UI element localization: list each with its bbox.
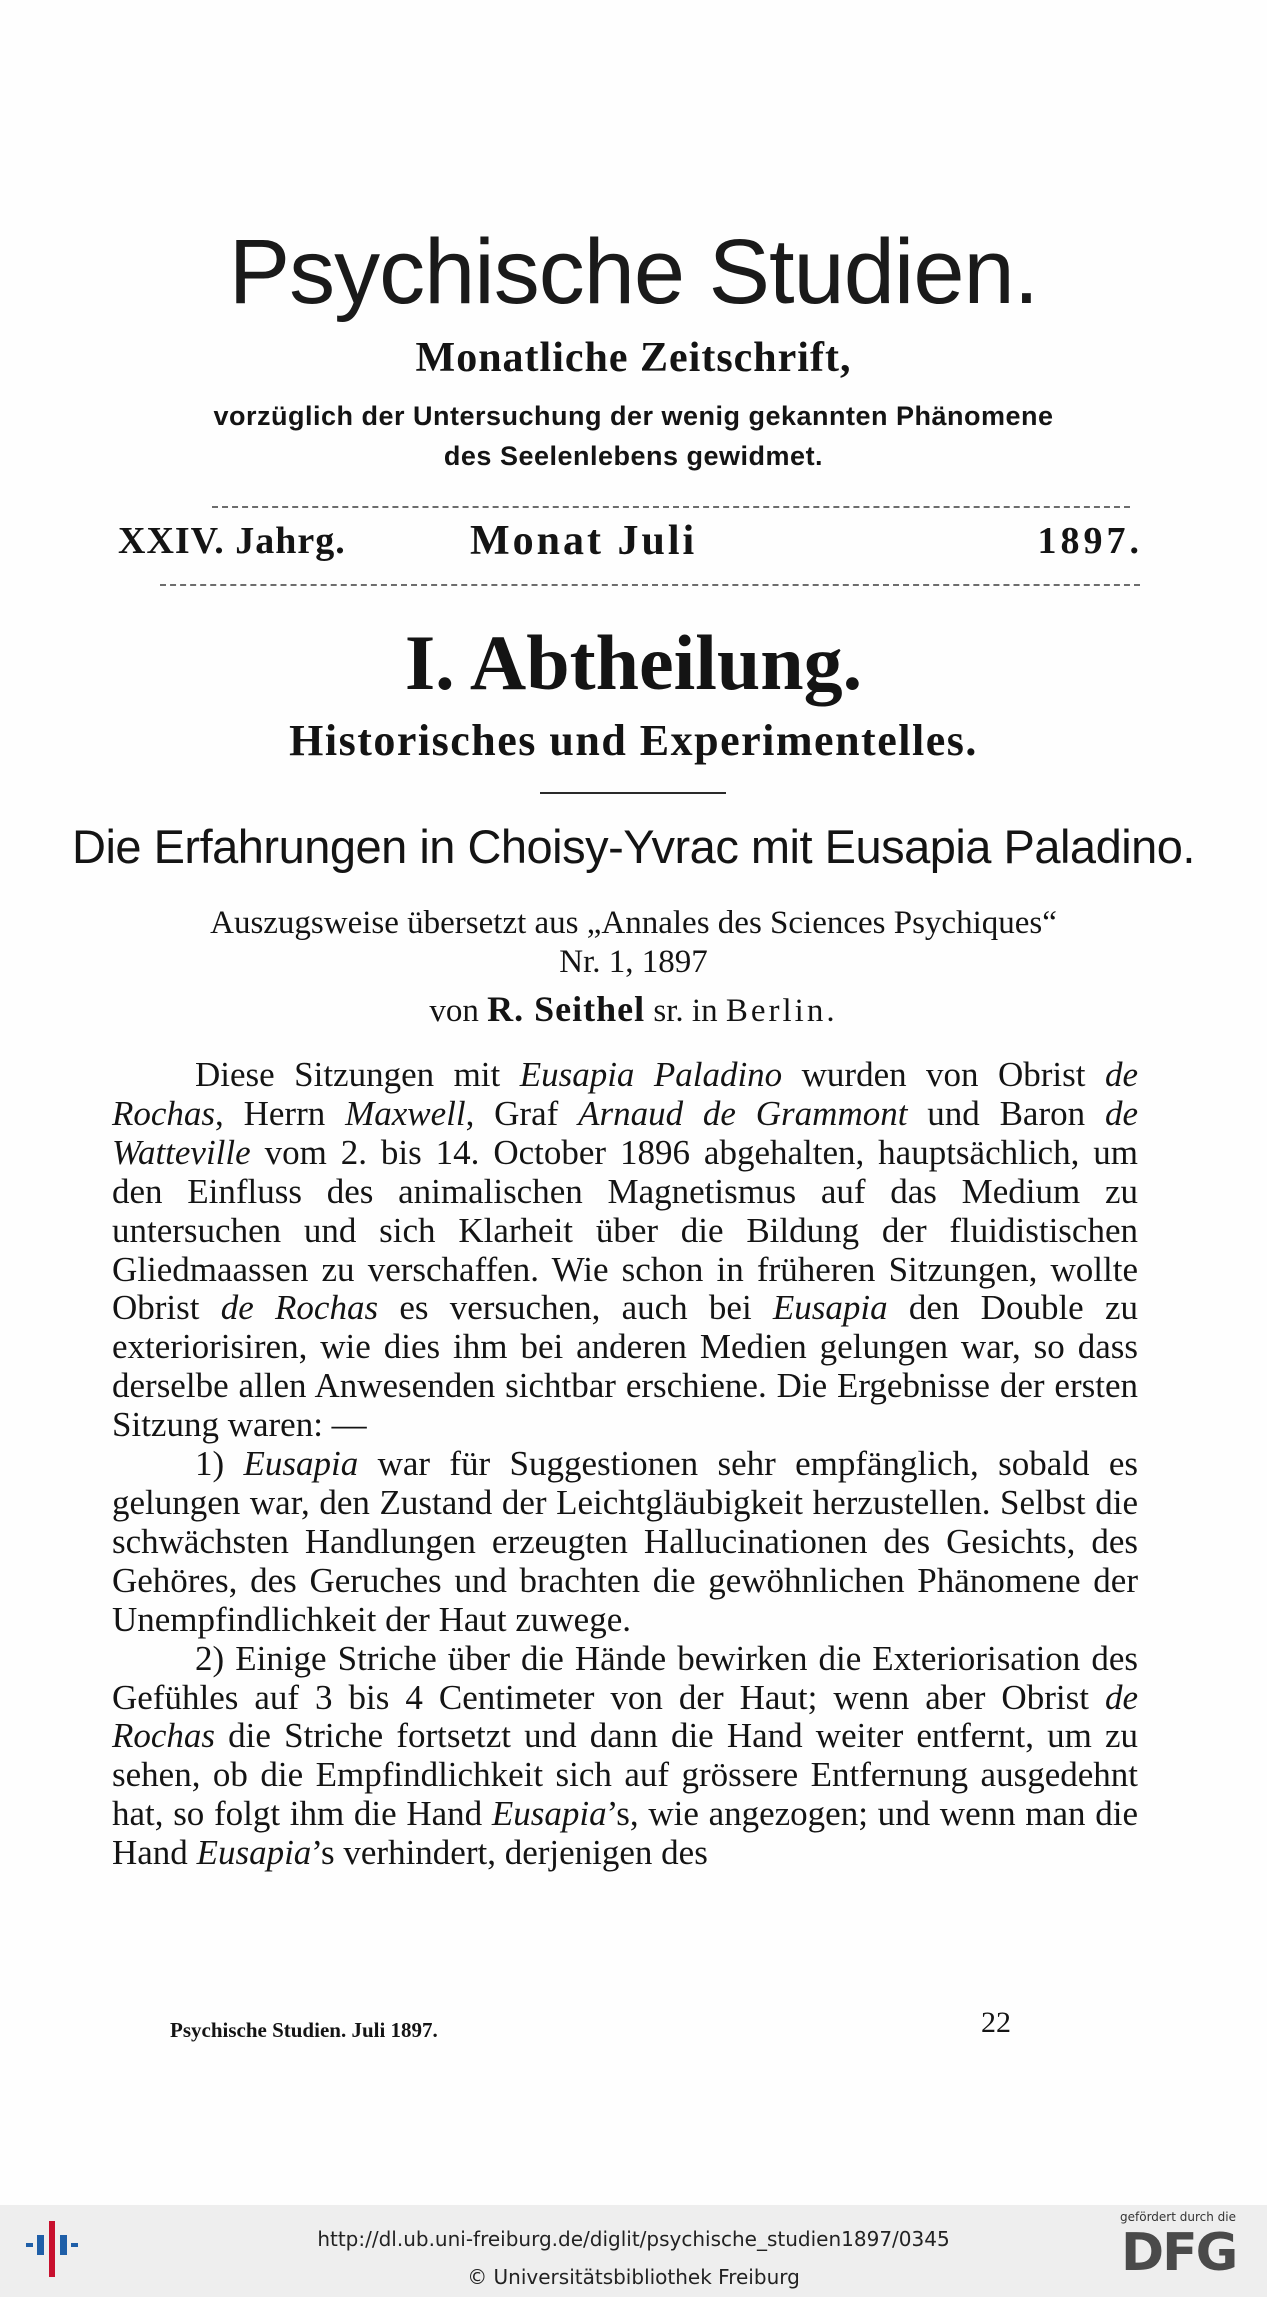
paragraph-1 <box>112 1056 1138 1445</box>
text-run: den Double zu exteriorisiren, wie dies ihm bei anderen Medien gelungen war, so dass derselbe allen Anwesenden sichtbar erschiene. Die Ergebnisse der ersten Sitzung waren: — <box>112 1288 1138 1445</box>
issue-month: Monat Juli <box>470 518 698 564</box>
paragraph-2 <box>112 1445 1138 1640</box>
text-run: ’s, wie angezogen; und wenn man die Hand <box>112 1794 1138 1873</box>
emphasized-name: Eusapia <box>491 1794 607 1834</box>
byline-suffix: sr. in <box>653 993 718 1029</box>
emphasized-name: de Watteville <box>112 1093 1138 1172</box>
emphasized-name: Eusapia <box>196 1833 312 1873</box>
issue-year: 1897. <box>1037 520 1143 562</box>
issue-volume: XXIV. Jahrg. <box>118 520 346 562</box>
emphasized-name: Eusapia Paladino <box>519 1055 783 1094</box>
page-url-link[interactable]: http://dl.ub.uni-freiburg.de/diglit/psychische_studien1897/0345 <box>317 2227 950 2251</box>
text-run: die Striche fortsetzt und dann die Hand weiter entfernt, um zu sehen, ob die Empfindlichkeit sich auf grössere Entfernung ausgedehnt hat, so folgt ihm die Hand <box>112 1716 1138 1834</box>
text-run: es versuchen, auch bei <box>378 1288 773 1328</box>
text-run: vom 2. bis 14. October 1896 abgehalten, hauptsächlich, um den Einfluss des animalischen Magnetismus auf das Medium zu untersuchen und sich Klarheit über die Bildung der fluidistischen Gliedmaassen zu verschaffen. Wie schon in früheren Sitzungen, wollte Obrist <box>112 1132 1138 1328</box>
text-run: , Graf <box>465 1093 579 1133</box>
section-subtitle: Historisches und Experimentelles. <box>289 716 978 765</box>
copyright-notice: © Universitätsbibliothek Freiburg <box>467 2265 800 2289</box>
emphasized-name: de Rochas <box>220 1288 379 1328</box>
paragraph-3 <box>112 1640 1138 1873</box>
section-title: I. Abtheilung. <box>404 619 863 706</box>
byline-prefix: von <box>429 993 479 1029</box>
article-title: Die Erfahrungen in Choisy-Yvrac mit Eusapia Paladino. <box>72 820 1195 873</box>
header-bottom-rule <box>160 584 1140 586</box>
header-top-rule <box>212 506 1130 508</box>
text-run: 1) <box>195 1444 244 1484</box>
text-run: und Baron <box>907 1093 1105 1133</box>
journal-title: Psychische Studien. <box>228 221 1039 323</box>
article-source: Auszugsweise übersetzt aus „Annales des Sciences Psychiques“ Nr. 1, 1897 <box>210 905 1057 980</box>
text-run: ’s verhindert, derjenigen des <box>311 1833 708 1873</box>
page-number: 22 <box>981 2006 1011 2039</box>
journal-description-line-2: des Seelenlebens gewidmet. <box>443 441 824 471</box>
article-body <box>112 1056 1138 1873</box>
dfg-logo: DFG <box>1121 2223 1237 2283</box>
running-footer: Psychische Studien. Juli 1897. <box>170 2018 438 2042</box>
article-byline <box>0 988 1267 1032</box>
text-run: Diese Sitzungen mit <box>195 1055 520 1094</box>
emphasized-name: Arnaud de Grammont <box>578 1093 908 1133</box>
journal-description-line-1: vorzüglich der Untersuchung der wenig gekannten Phänomene <box>213 401 1054 431</box>
emphasized-name: Eusapia <box>243 1444 359 1484</box>
text-run: wurden von Obrist <box>782 1055 1105 1094</box>
journal-subtitle: Monatliche Zeitschrift, <box>415 335 852 381</box>
text-run: war für Suggestionen sehr empfänglich, sobald es gelungen war, den Zustand der Leichtgläubigkeit herzustellen. Selbst die schwächsten Handlungen erzeugten Hallucinationen des Gesichts, des Gehöres, des Geruches und brachten die gewöhnlichen Phänomene der Unempfindlichkeit der Haut zuwege. <box>112 1444 1138 1639</box>
article-author: R. Seithel <box>487 989 646 1029</box>
funding-caption: gefördert durch die <box>1120 2210 1236 2224</box>
section-divider <box>540 792 726 794</box>
emphasized-name: de Rochas <box>112 1055 1138 1133</box>
emphasized-name: Eusapia <box>772 1288 888 1328</box>
text-run: , Herrn <box>215 1093 346 1133</box>
text-run: 2) Einige Striche über die Hände bewirken die Exteriorisation des Gefühles auf 3 bis 4 Centimeter von der Haut; wenn aber Obrist <box>112 1638 1138 1717</box>
byline-city: Berlin. <box>725 993 838 1029</box>
emphasized-name: de Rochas <box>112 1677 1138 1756</box>
emphasized-name: Maxwell <box>345 1093 466 1133</box>
